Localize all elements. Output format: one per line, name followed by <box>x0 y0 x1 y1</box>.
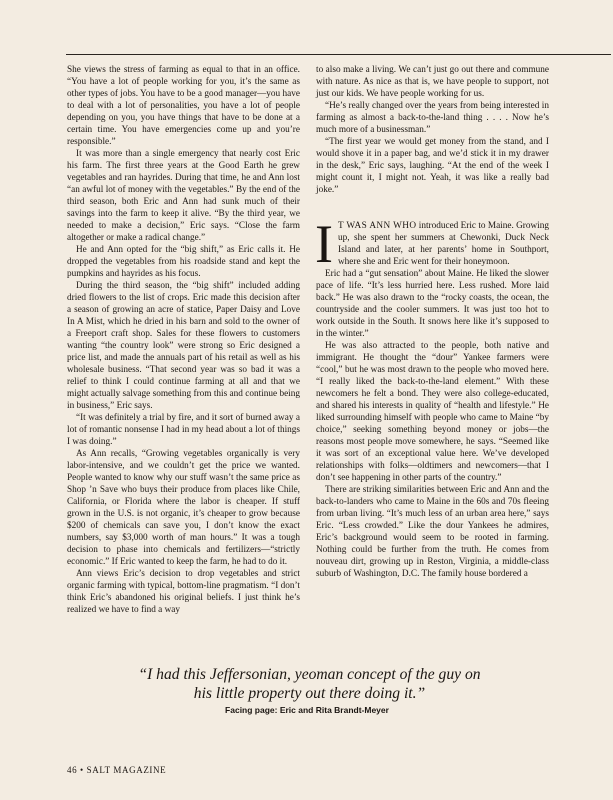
paragraph: “It was definitely a trial by fire, and it sort of burned away a lot of romantic nonsense I had in my head about a lot of things I was doing.” <box>67 413 300 447</box>
paragraph: There are striking similarities between Eric and Ann and the back-to-landers who came to Maine in the 60s and 70s fleeing from urban living. “It’s much less of an urban area here,” says Eric. “Less crowded.” Like the dour Yankees he admires, Eric’s background would seem to be rooted in farming. Nothing could be further from the truth. He comes from nouveau dirt, growing up in Reston, Virginia, a middle-class suburb of Washington, D.C. The family house bordered a <box>316 485 549 579</box>
paragraph: “He’s really changed over the years from being interested in farming as almost a back-to-the-land thing . . . . Now he’s much more of a businessman.” <box>316 101 549 135</box>
paragraph: Ann views Eric’s decision to drop vegetables and strict organic farming with typical, bottom-line pragmatism. “I don’t think Eric’s abandoned his original beliefs. I just think he’s realized we have to find a way <box>67 569 300 615</box>
paragraph: He and Ann opted for the “big shift,” as Eric calls it. He dropped the vegetables from his roadside stand and kept the pumpkins and hayrides as his focus. <box>67 245 300 279</box>
pull-quote-line: “I had this Jeffersonian, yeoman concept of the guy on <box>138 666 481 683</box>
lead-in-caps: T WAS ANN WHO <box>337 221 417 231</box>
article-column-right <box>316 64 549 580</box>
paragraph: Eric had a “gut sensation” about Maine. He liked the slower pace of life. “It’s less hurried here. Less rushed. More laid back.” He was also drawn to the “rocky coasts, the ocean, the countryside and the cooler summers. It was just too hot to work outside in the South. It snows here like it’s supposed to in the winter.” <box>316 269 549 339</box>
section-opening-paragraph <box>315 214 549 274</box>
top-rule <box>66 54 611 55</box>
paragraph-text: introduced Eric to Maine. Growing up, she spent her summers at Chewonki, Duck Neck Island and later, at her parents’ home in Southport, where she and Eric went for their honeymoon. <box>337 221 549 267</box>
pull-quote <box>82 665 537 703</box>
paragraph: to also make a living. We can’t just go out there and commune with nature. As nice as that is, we have people to support, not just our kids. We have people working for us. <box>316 65 549 99</box>
photo-caption: Facing page: Eric and Rita Brandt-Meyer <box>225 705 389 715</box>
paragraph: “The first year we would get money from the stand, and I would shove it in a paper bag, and we’d stick it in my drawer in the desk,” Eric says, laughing. “At the end of the week I might count it, I might not. Yeah, it was like a really bad joke.” <box>316 137 549 195</box>
paragraph: It was more than a single emergency that nearly cost Eric his farm. The first three years at the Good Earth he grew vegetables and ran hayrides. During that time, he and Ann lost “an awful lot of money with the vegetables.” By the end of the third season, both Eric and Ann had sunk much of their savings into the farm to keep it alive. “By the third year, we needed to make a decision,” Eric says. “Close the farm altogether or make a radical change.” <box>67 149 300 243</box>
paragraph: She views the stress of farming as equal to that in an office. “You have a lot of people working for you, it’s the same as other types of jobs. You have to be a good manager—you have to deal with a lot of personalities, you have a lot of people depending on you, you have things that have to be done at a certain time. You have emergencies come up and you’re responsible.” <box>67 65 300 147</box>
article-column-left <box>67 64 300 616</box>
pull-quote-line: his little property out there doing it.” <box>193 685 426 702</box>
paragraph: As Ann recalls, “Growing vegetables organically is very labor-intensive, and we couldn’t get the price we wanted. People wanted to know why our stuff wasn’t the same price as Shop ’n Save who buys their produce from places like Chile, California, or Florida where the labor is cheaper. If stuff grown in the U.S. is not organic, it’s cheaper to grow because $200 of chemicals can save you, I don’t know the exact numbers, say $3,000 worth of man hours.” It was a tough decision to phase into chemicals and fertilizers—“strictly economic.” If Eric wanted to keep the farm, he had to do it. <box>67 449 300 567</box>
page-folio: 46 • SALT MAGAZINE <box>67 765 167 775</box>
drop-cap: I <box>315 214 333 274</box>
paragraph: He was also attracted to the people, both native and immigrant. He thought the “dour” Yankee farmers were “cool,” but he was most drawn to the people who moved here. “I really liked the back-to-the-land element.” With these newcomers he felt a bond. They were also college-educated, and shared his interests in quality of “health and lifestyle.” He liked surrounding himself with people who came to Maine “by choice,” seeking something beyond money or jobs—the reasons most people move somewhere, he says. “Seemed like it was sort of an exceptional value here. We’ve developed relationships with folks—oldtimers and newcomers—that I don’t see happening in other parts of the country.” <box>316 341 549 483</box>
paragraph: During the third season, the “big shift” included adding dried flowers to the list of crops. Eric made this decision after a season of growing an acre of statice, Paper Daisy and Love In A Mist, which he dried in his barn and sold to the owner of a Freeport craft shop. Sales for these flowers to customers wanting “the country look” were strong so Eric designed a price list, and made the annuals part of his retail as well as his wholesale business. “That second year was so bad it was a relief to think I could continue farming at all and that we might actually salvage something from this and continue being in business,” Eric says. <box>67 281 300 411</box>
